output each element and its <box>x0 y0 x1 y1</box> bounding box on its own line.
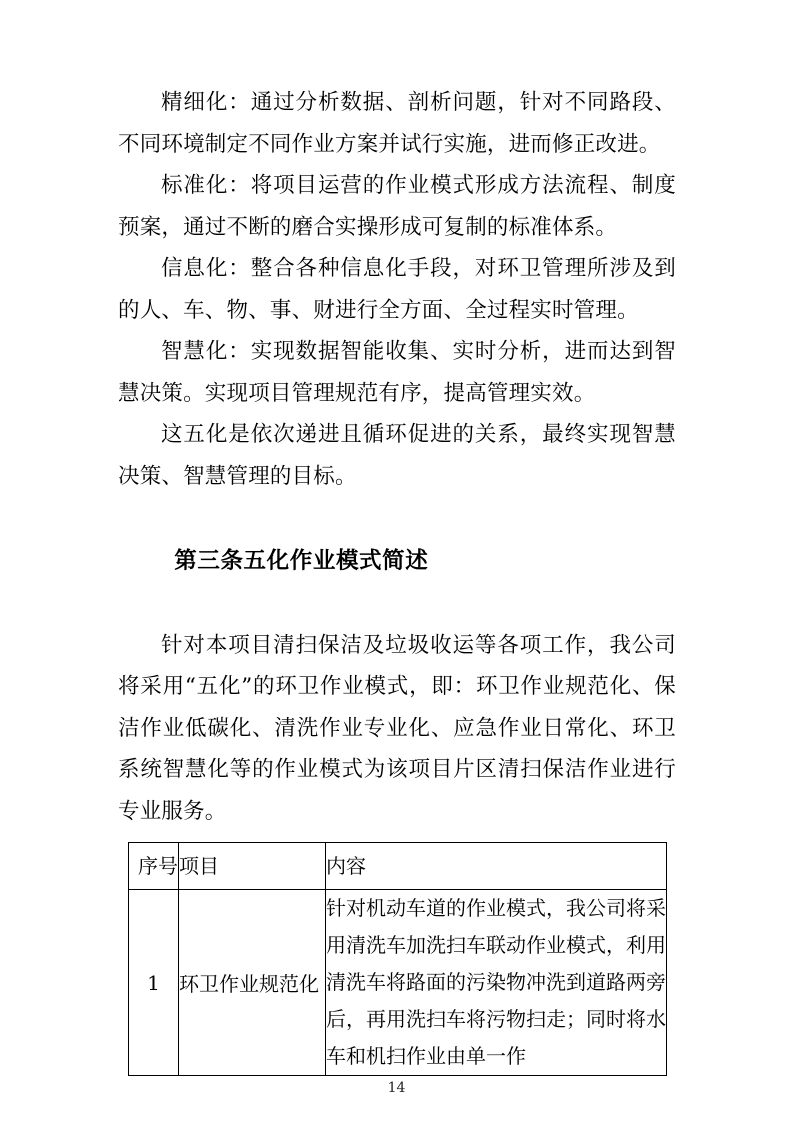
section-heading: 第三条五化作业模式简述 <box>174 548 429 574</box>
table-cell-item: 环卫作业规范化 <box>179 890 326 1076</box>
paragraph-biaozhunhua: 标准化：将项目运营的作业模式形成方法流程、制度预案，通过不断的磨合实操形成可复制的标准体系。 <box>118 173 676 240</box>
table-header-content: 内容 <box>326 843 667 890</box>
paragraph-intro: 针对本项目清扫保洁及垃圾收运等各项工作，我公司将采用“五化”的环卫作业模式，即：环卫作业规范化、保洁作业低碳化、清洗作业专业化、应急作业日常化、环卫系统智慧化等的作业模式为该项目片区清扫保洁作业进行专业服务。 <box>118 632 676 824</box>
page-content <box>118 82 676 1076</box>
table-header-row <box>129 843 667 890</box>
table-cell-content <box>326 890 667 1076</box>
work-mode-table <box>128 842 667 1076</box>
table-header-no: 序号 <box>129 843 179 890</box>
paragraph-xinxihua: 信息化：整合各种信息化手段，对环卫管理所涉及到的人、车、物、事、财进行全方面、全过程实时管理。 <box>118 256 676 323</box>
paragraph-zhihuihua: 智慧化：实现数据智能收集、实时分析，进而达到智慧决策。实现项目管理规范有序，提高管理实效。 <box>118 339 676 406</box>
paragraph-jingxihua: 精细化：通过分析数据、剖析问题，针对不同路段、不同环境制定不同作业方案并试行实施，进而修正改进。 <box>118 90 676 157</box>
table-cell-no: 1 <box>129 890 179 1076</box>
page-number: 14 <box>387 1080 406 1096</box>
table-row <box>129 890 667 1076</box>
table-header-item: 项目 <box>179 843 326 890</box>
paragraph-summary: 这五化是依次递进且循环促进的关系，最终实现智慧决策、智慧管理的目标。 <box>118 422 676 489</box>
table-cell-content-text: 针对机动车道的作业模式，我公司将采用清洗车加洗扫车联动作业模式，利用清洗车将路面的污染物冲洗到道路两旁后，再用洗扫车将污物扫走；同时将水车和机扫作业由单一作 <box>326 896 666 1068</box>
